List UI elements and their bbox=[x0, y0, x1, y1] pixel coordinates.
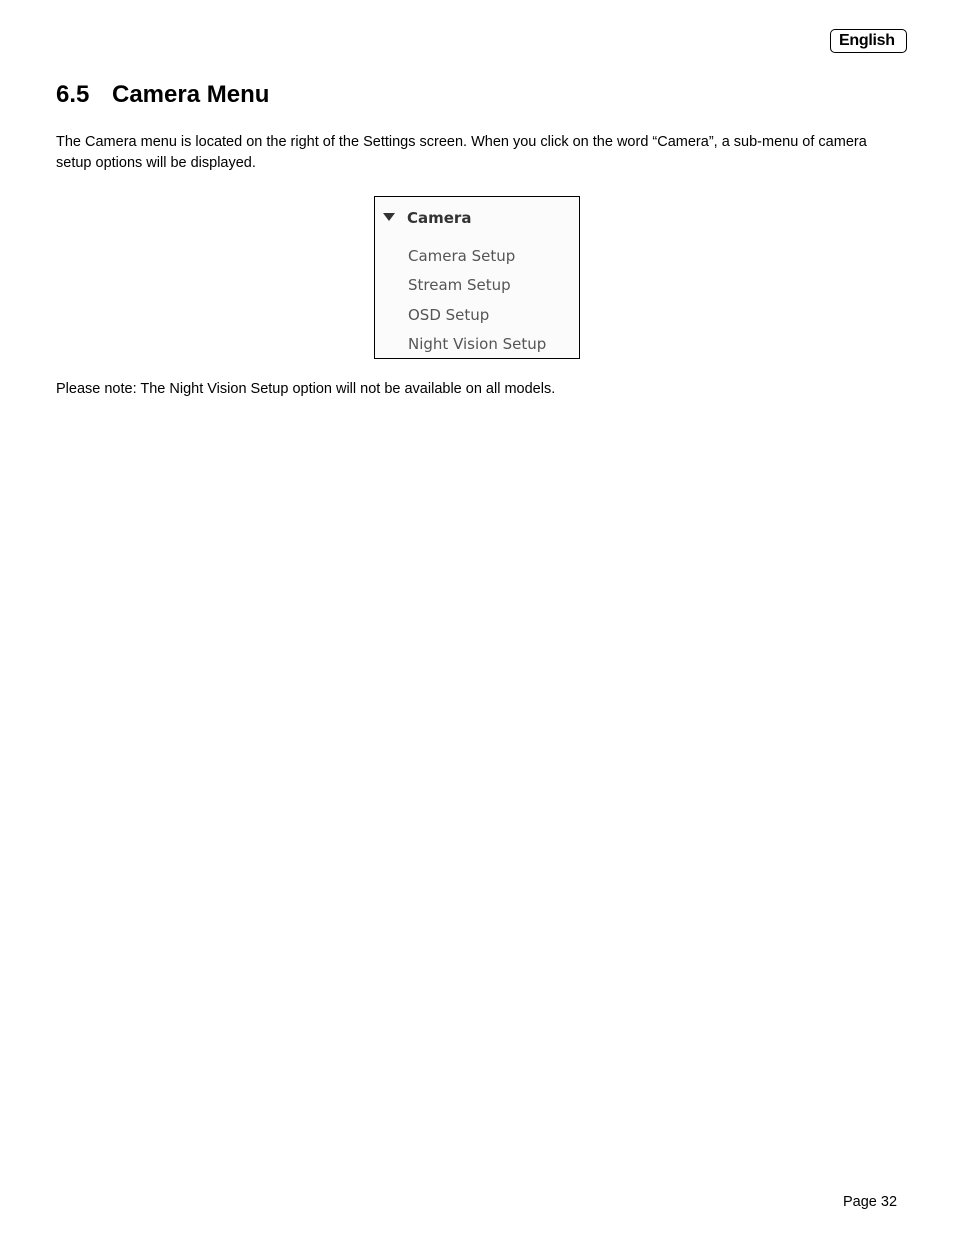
menu-item-night-vision-setup[interactable]: Night Vision Setup bbox=[408, 334, 547, 353]
menu-item-camera-setup[interactable]: Camera Setup bbox=[408, 247, 516, 265]
section-heading bbox=[56, 79, 269, 111]
menu-item-stream-setup[interactable]: Stream Setup bbox=[408, 276, 511, 295]
camera-menu-screenshot bbox=[374, 196, 580, 359]
camera-menu-title[interactable]: Camera bbox=[407, 209, 472, 227]
camera-submenu bbox=[408, 242, 546, 359]
note-paragraph: Please note: The Night Vision Setup option will not be available on all models. bbox=[56, 381, 556, 397]
intro-paragraph: The Camera menu is located on the right of the Settings screen. When you click on the word “Camera”, a sub-menu of camera setup options will be displayed. bbox=[56, 134, 867, 171]
section-number: 6.5 bbox=[56, 81, 90, 108]
language-badge: English bbox=[830, 29, 907, 53]
section-title: Camera Menu bbox=[112, 81, 270, 108]
camera-menu-header[interactable] bbox=[383, 208, 471, 228]
menu-item-osd-setup[interactable]: OSD Setup bbox=[408, 305, 490, 324]
page-number: Page 32 bbox=[843, 1194, 898, 1210]
triangle-down-icon[interactable] bbox=[383, 213, 395, 221]
